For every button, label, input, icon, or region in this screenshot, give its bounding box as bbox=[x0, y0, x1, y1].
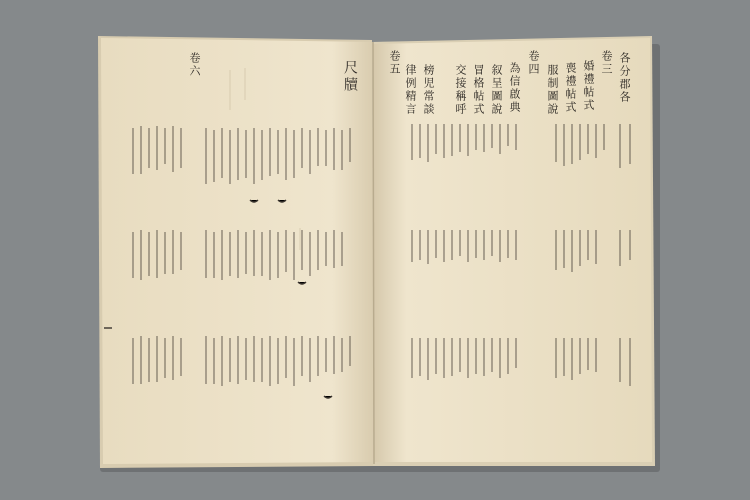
left-section-title: 尺牘 bbox=[342, 60, 358, 94]
right-heading-6: 冒格帖式 bbox=[472, 64, 485, 116]
right-volume-label-4: 卷四 bbox=[527, 50, 540, 76]
gutter bbox=[373, 42, 374, 464]
left-volume-label: 卷六 bbox=[188, 52, 201, 78]
right-section-title: 各分郡各 bbox=[618, 52, 631, 104]
right-heading-7: 交接稱呼 bbox=[454, 64, 467, 116]
right-heading-8: 榜児常談 bbox=[422, 64, 435, 116]
right-heading-3: 服制圖說 bbox=[546, 64, 559, 116]
right-heading-9: 律例精言 bbox=[404, 64, 417, 116]
right-heading-4: 為信啟典 bbox=[508, 62, 521, 114]
left-page bbox=[101, 38, 373, 464]
right-heading-2: 喪禮帖式 bbox=[564, 62, 577, 114]
right-heading-1: 婚禮帖式 bbox=[582, 60, 595, 112]
right-volume-label-3: 卷三 bbox=[600, 50, 613, 76]
right-heading-5: 叙呈圖說 bbox=[490, 64, 503, 116]
right-volume-label-5: 卷五 bbox=[388, 50, 401, 76]
